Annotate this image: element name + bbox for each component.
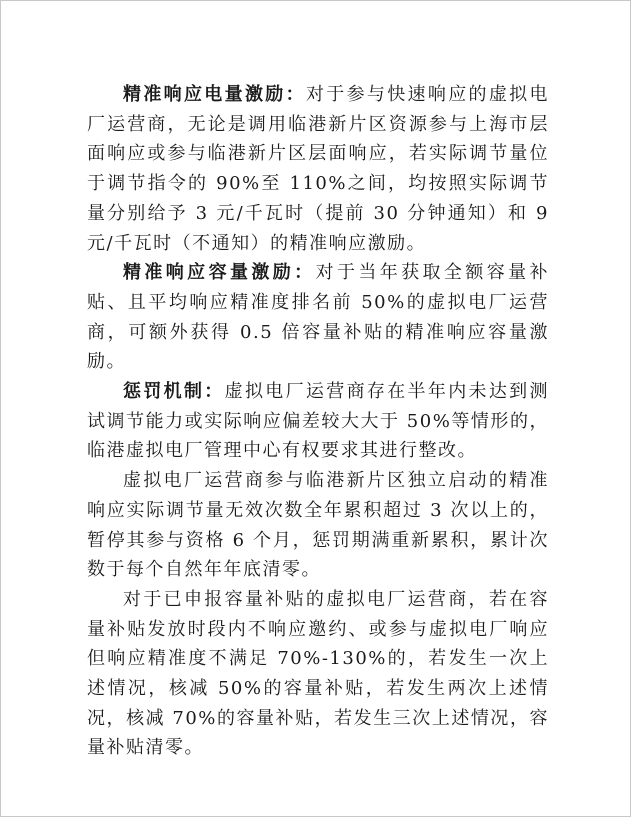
paragraph-penalty-mechanism (87, 377, 549, 466)
paragraph-text: 虚拟电厂运营商存在半年内未达到测试调节能力或实际响应偏差较大大于 50%等情形的，临港虚拟电厂管理中心有权要求其进行整改。 (87, 381, 549, 462)
paragraph-suspension-rule (87, 466, 549, 585)
document-body (87, 80, 549, 763)
paragraph-text: 对于当年获取全额容量补贴、且平均响应精准度排名前 50%的虚拟电厂运营商，可额外获得 0.5 倍容量补贴的精准响应容量激励。 (87, 262, 550, 373)
paragraph-heading: 精准响应电量激励： (123, 84, 306, 105)
paragraph-heading: 惩罚机制： (123, 381, 225, 403)
paragraph-heading: 精准响应容量激励： (123, 262, 316, 284)
paragraph-text: 对于参与快速响应的虚拟电厂运营商，无论是调用临港新片区资源参与上海市层面响应或参与临港新片区层面响应，若实际调节量位于调节指令的 90%至 110%之间，均按照实际调节量分别给予 3 元/千瓦时（提前 30 分钟通知）和 9 元/千瓦时（不通知）的精准响应激励。 (87, 84, 550, 254)
paragraph-precise-energy-incentive (87, 80, 549, 258)
paragraph-text: 虚拟电厂运营商参与临港新片区独立启动的精准响应实际调节量无效次数全年累积超过 3 次以上的，暂停其参与资格 6 个月，惩罚期满重新累积，累计次数于每个自然年年底清零。 (87, 470, 549, 581)
paragraph-precise-capacity-incentive (87, 258, 549, 377)
paragraph-text: 对于已申报容量补贴的虚拟电厂运营商，若在容量补贴发放时段内不响应邀约、或参与虚拟电厂响应但响应精准度不满足 70%-130%的，若发生一次上述情况，核减 50%的容量补贴，若发生两次上述情况，核减 70%的容量补贴，若发生三次上述情况，容量补贴清零。 (87, 588, 549, 759)
paragraph-capacity-deduction (87, 585, 549, 763)
